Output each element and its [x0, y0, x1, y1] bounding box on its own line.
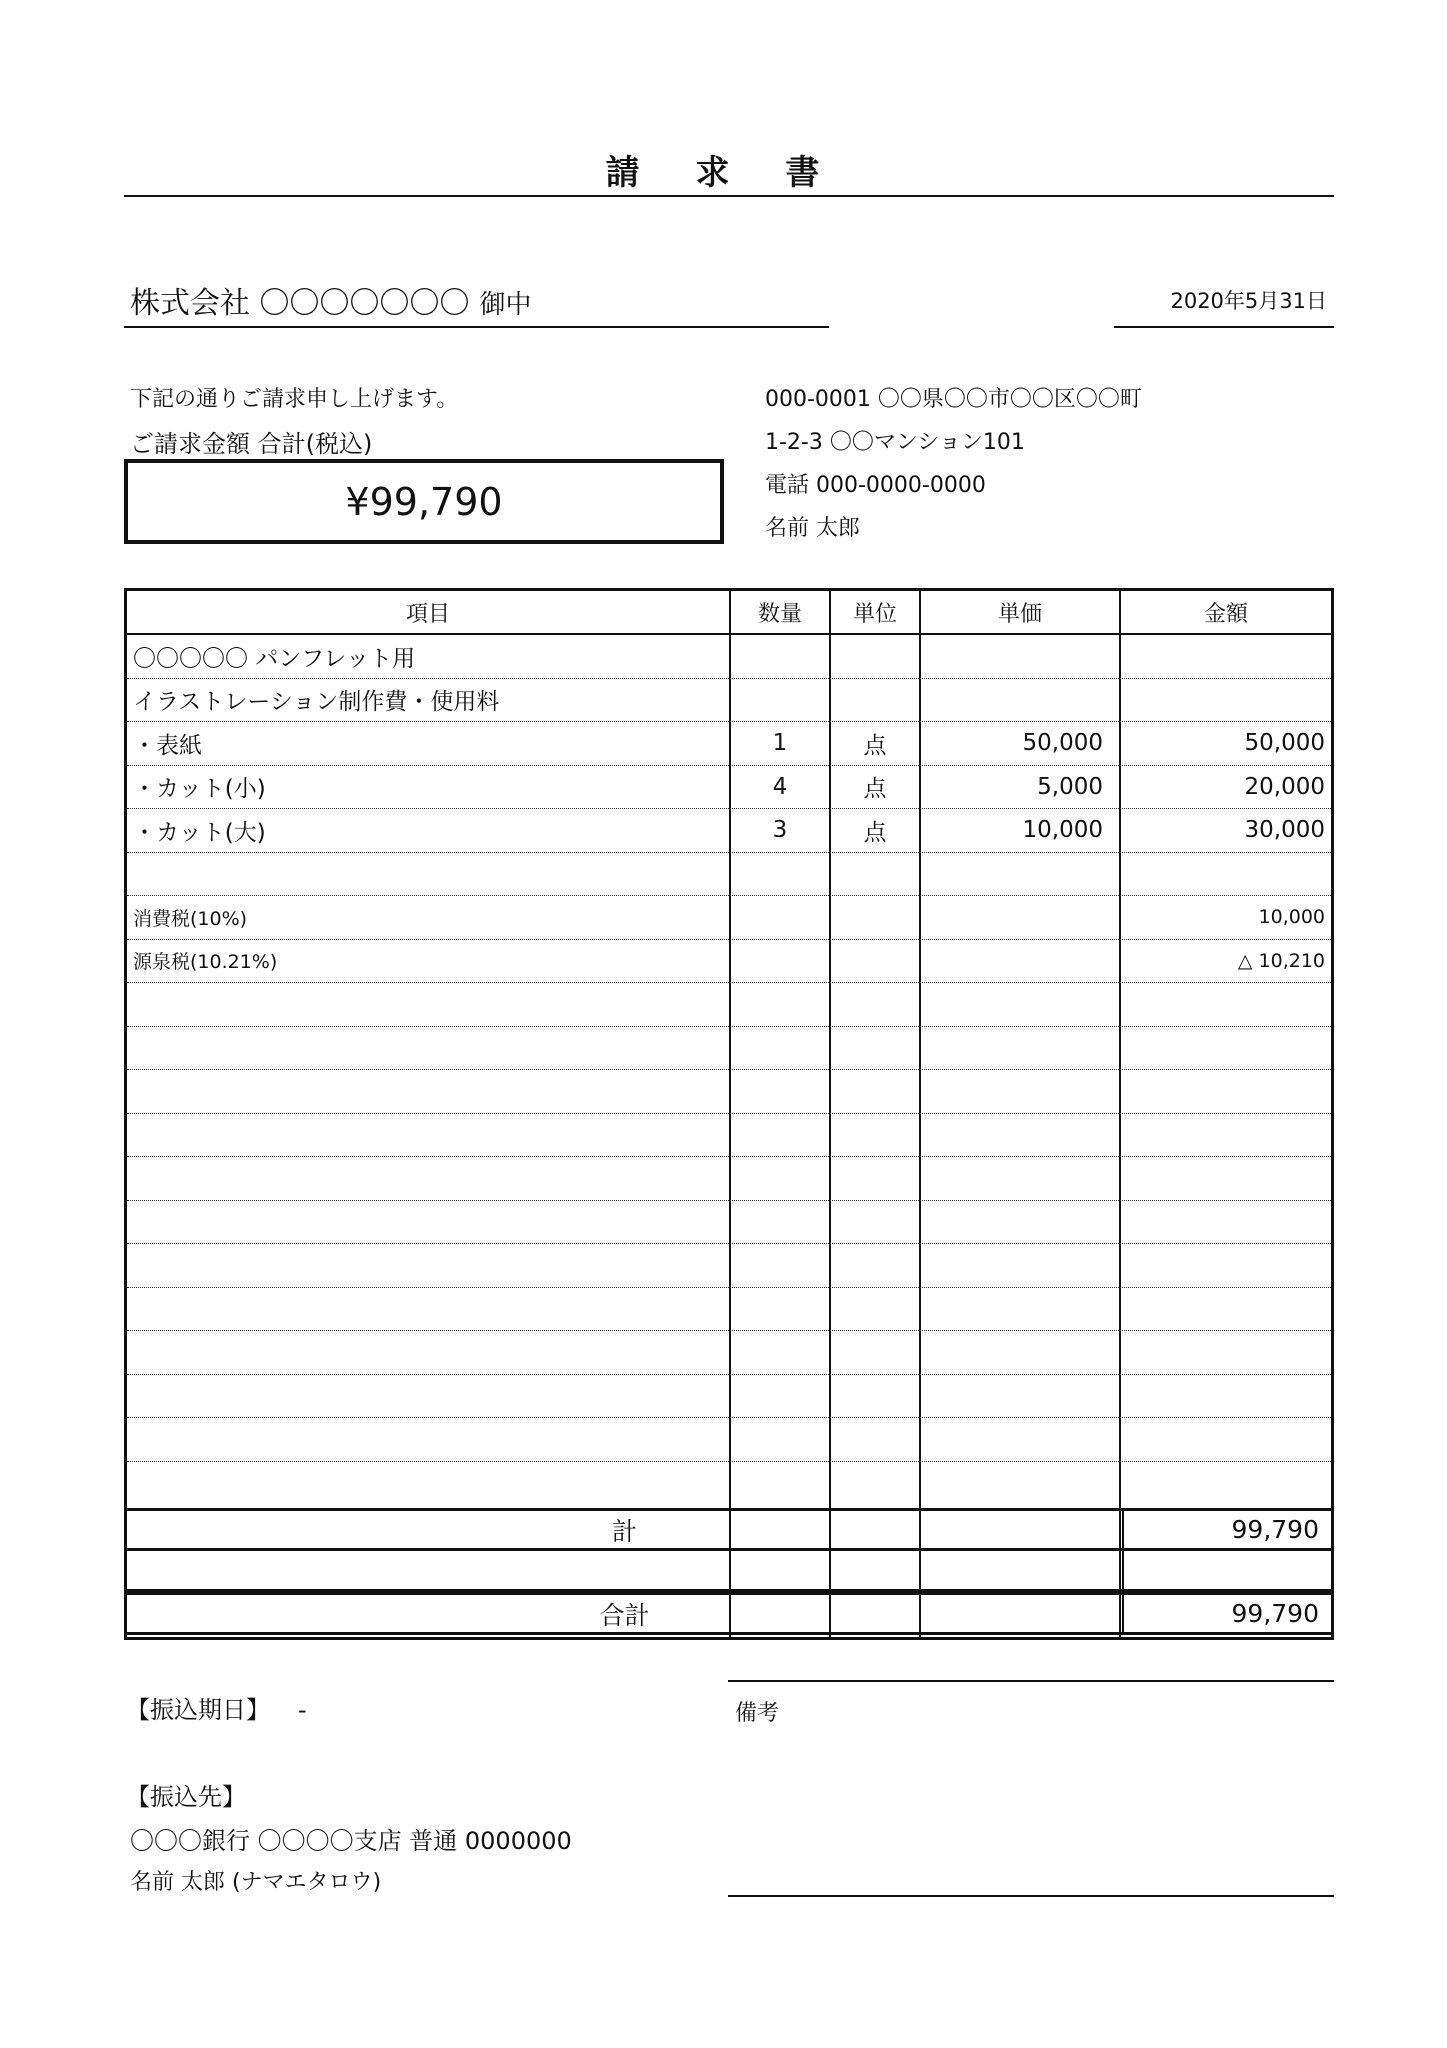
cell-price: 5,000 — [1037, 773, 1103, 800]
cell-price — [921, 679, 1109, 722]
table-row — [127, 679, 1331, 723]
cell-unit: 点 — [863, 776, 887, 803]
table-row — [127, 766, 1331, 810]
table-row — [127, 1331, 1331, 1375]
payment-due — [126, 1690, 307, 1725]
cell-amount: 10,000 — [1258, 906, 1325, 929]
date-underline — [1114, 326, 1334, 328]
cell-amount — [1121, 635, 1331, 678]
table-row — [127, 983, 1331, 1027]
table-row — [127, 896, 1331, 940]
blank-sum-row — [124, 1549, 1334, 1592]
cell-item — [133, 853, 733, 896]
client-honorific: 御中 — [479, 290, 532, 320]
cell-item: ・表紙 — [133, 732, 202, 759]
payment-dest-label: 【振込先】 — [126, 1783, 246, 1811]
table-row — [127, 940, 1331, 984]
table-row — [127, 1114, 1331, 1158]
table-row — [127, 1027, 1331, 1071]
table-row — [127, 1157, 1331, 1201]
cell-unit — [831, 853, 919, 896]
cell-price: 10,000 — [1022, 817, 1103, 844]
cell-unit: 点 — [863, 732, 887, 759]
table-row — [127, 853, 1331, 897]
table-row — [127, 1244, 1331, 1288]
grand-total-row — [124, 1592, 1334, 1635]
cell-item: イラストレーション制作費・使用料 — [133, 689, 500, 716]
header-unit: 単位 — [852, 601, 897, 627]
cell-item: ・カット(小) — [133, 776, 266, 803]
table-row — [127, 809, 1331, 853]
cell-amount: △ 10,210 — [1237, 949, 1325, 972]
remarks-label: 備考 — [735, 1701, 780, 1726]
remarks-top-rule — [728, 1680, 1334, 1682]
sender-name: 名前 太郎 — [765, 516, 860, 541]
table-row — [127, 722, 1331, 766]
bank-info: 〇〇〇銀行 〇〇〇〇支店 普通 0000000 — [130, 1827, 572, 1855]
total-label: ご請求金額 合計(税込) — [130, 430, 373, 458]
table-row — [127, 1288, 1331, 1332]
cell-unit: 点 — [863, 819, 887, 846]
cell-qty — [731, 940, 829, 983]
cell-amount: 30,000 — [1244, 817, 1325, 844]
table-row — [127, 1418, 1331, 1462]
cell-item: 源泉税(10.21%) — [133, 951, 278, 974]
account-name: 名前 太郎 (ナマエタロウ) — [130, 1870, 382, 1895]
table-row — [127, 1375, 1331, 1419]
cell-amount — [1121, 853, 1331, 896]
cell-price — [921, 635, 1109, 678]
cell-qty — [731, 679, 829, 722]
header-qty: 数量 — [757, 601, 802, 627]
client-block — [130, 278, 532, 322]
cell-amount: 20,000 — [1244, 773, 1325, 800]
payment-due-label: 【振込期日】 — [126, 1696, 270, 1724]
cell-price: 50,000 — [1022, 730, 1103, 757]
cell-qty: 4 — [772, 773, 788, 800]
cell-qty: 1 — [772, 730, 788, 757]
table-row — [127, 1070, 1331, 1114]
cell-item: 〇〇〇〇〇 パンフレット用 — [133, 645, 416, 672]
cell-amount — [1121, 679, 1331, 722]
grand-total-value: 99,790 — [1122, 1595, 1331, 1632]
sender-phone: 電話 000-0000-0000 — [765, 473, 986, 498]
subtotal-label: 計 — [611, 1516, 637, 1546]
cell-qty — [731, 635, 829, 678]
subtotal-row — [124, 1508, 1334, 1551]
cell-qty — [731, 853, 829, 896]
client-underline — [124, 326, 829, 328]
total-amount-box — [124, 459, 724, 544]
table-row — [127, 1201, 1331, 1245]
blank-sum-value — [1122, 1550, 1331, 1589]
invoice-date: 2020年5月31日 — [1170, 289, 1327, 313]
remarks-bottom-rule — [728, 1895, 1334, 1897]
table-row — [127, 1462, 1331, 1506]
cell-unit — [831, 679, 919, 722]
document-title: 請 求 書 — [605, 153, 842, 193]
cell-unit — [831, 940, 919, 983]
grand-total-label: 合計 — [599, 1600, 650, 1630]
header-price: 単価 — [997, 601, 1042, 627]
cell-price — [921, 940, 1109, 983]
title-divider — [124, 195, 1334, 197]
table-row — [127, 635, 1331, 679]
cell-item: 消費税(10%) — [133, 907, 248, 930]
items-table — [124, 588, 1334, 1640]
intro-text: 下記の通りご請求申し上げます。 — [130, 387, 459, 412]
sender-address-2: 1-2-3 〇〇マンション101 — [765, 430, 1025, 455]
cell-price — [921, 896, 1109, 939]
client-name: 株式会社 〇〇〇〇〇〇〇 — [130, 286, 470, 321]
cell-amount: 50,000 — [1244, 730, 1325, 757]
total-amount: ¥99,790 — [345, 479, 503, 524]
header-amount: 金額 — [1203, 601, 1248, 627]
header-item: 項目 — [405, 601, 450, 627]
cell-qty — [731, 896, 829, 939]
cell-price — [921, 853, 1109, 896]
cell-item: ・カット(大) — [133, 819, 266, 846]
cell-unit — [831, 896, 919, 939]
cell-qty: 3 — [772, 817, 788, 844]
subtotal-value: 99,790 — [1122, 1511, 1331, 1548]
cell-unit — [831, 635, 919, 678]
payment-due-value: - — [298, 1696, 307, 1724]
sender-address-1: 000-0001 〇〇県〇〇市〇〇区〇〇町 — [765, 387, 1142, 412]
